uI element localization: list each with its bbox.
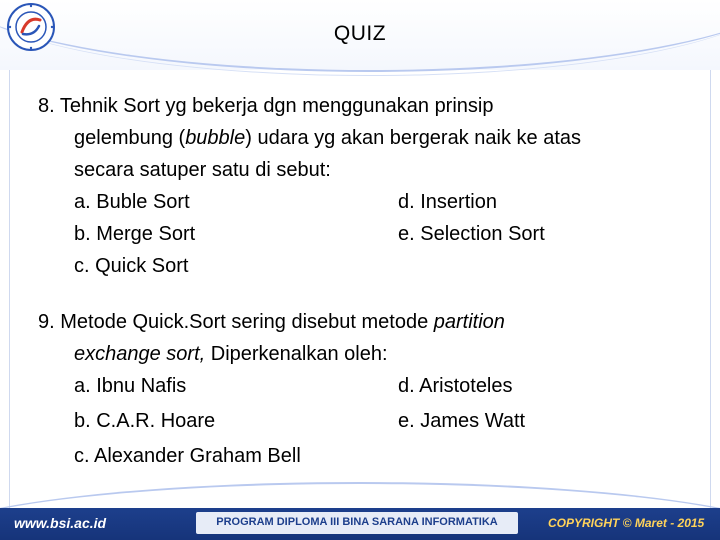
question-8-options-row-3: [38, 250, 708, 282]
question-8-options-row-2: [38, 218, 708, 250]
question-8-option-d: d. Insertion: [398, 191, 497, 213]
question-9-emphasis-b: exchange sort,: [74, 343, 206, 365]
question-8-line-3: secara satuper satu di sebut:: [74, 159, 331, 181]
question-8-line-2: [38, 122, 708, 154]
question-9-text-b: Diperkenalkan oleh:: [205, 343, 388, 365]
left-rule: [9, 70, 10, 510]
footer-copyright: COPYRIGHT © Maret - 2015: [548, 516, 705, 530]
question-9: [38, 306, 708, 475]
question-9-option-c: c. Alexander Graham Bell: [74, 445, 301, 467]
footer-url: www.bsi.ac.id: [14, 515, 107, 531]
question-9-option-e: e. James Watt: [398, 410, 526, 432]
question-8-option-c: c. Quick Sort: [74, 255, 189, 277]
question-9-line-2: [38, 338, 708, 370]
footer-program-text: PROGRAM DIPLOMA III BINA SARANA INFORMATIKA: [216, 516, 498, 528]
question-8: [38, 90, 708, 282]
question-8-options-row-1: [38, 186, 708, 218]
question-9-option-a: a. Ibnu Nafis: [74, 375, 187, 397]
question-8-option-e: e. Selection Sort: [398, 223, 545, 245]
question-8-option-b: b. Merge Sort: [74, 223, 196, 245]
question-9-text-a: 9. Metode Quick.Sort sering disebut metode: [38, 311, 434, 333]
page-title: QUIZ: [333, 22, 387, 45]
question-9-option-b: b. C.A.R. Hoare: [74, 410, 216, 432]
question-8-text-a: gelembung (: [74, 127, 186, 149]
footer-program-box: [196, 512, 518, 534]
question-8-text-b: ) udara yg akan bergerak naik ke atas: [245, 127, 582, 149]
question-9-options-row-1: [38, 370, 708, 405]
question-8-option-a: a. Buble Sort: [74, 191, 190, 213]
question-8-line-1: 8. Tehnik Sort yg bekerja dgn menggunakan prinsip: [38, 95, 494, 117]
question-9-line-1: [38, 306, 708, 338]
question-8-emphasis: bubble: [185, 127, 246, 149]
right-rule: [710, 70, 711, 510]
footer-bar: [0, 508, 720, 540]
question-9-options-row-3: [38, 440, 708, 475]
question-9-option-d: d. Aristoteles: [398, 375, 513, 397]
question-9-emphasis-a: partition: [433, 311, 505, 333]
question-9-options-row-2: [38, 405, 708, 440]
